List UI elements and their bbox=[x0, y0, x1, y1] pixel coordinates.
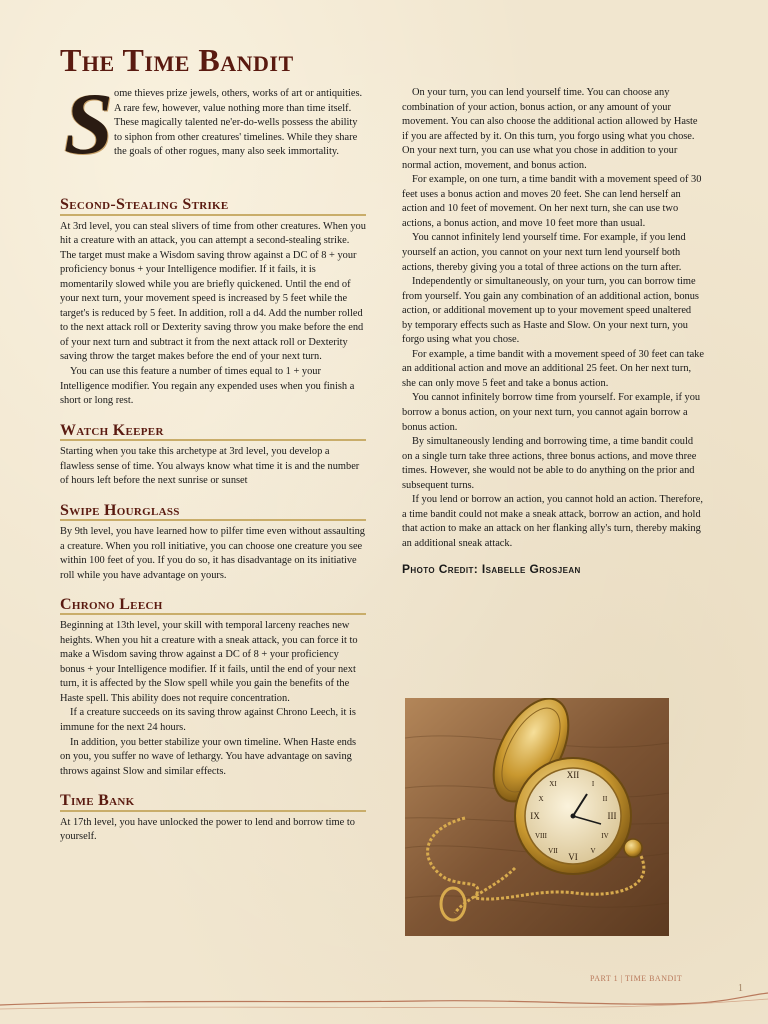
svg-text:V: V bbox=[590, 847, 596, 855]
paragraph: Beginning at 13th level, your skill with temporal larceny reaches new heights. When you hit a creature with a sneak attack, you can force it to make a Wisdom saving throw against a DC of 8 + your proficiency bonus + your Intelligence modifier. If it fails, until the end of your next turn, it is affected by the Slow spell while you gain the benefits of the Haste spell. This ability does not require concentration. bbox=[60, 620, 358, 704]
paragraph: Independently or simultaneously, on your turn, you can borrow time from yourself. You gain any combination of an additional action, bonus action, or additional movement up to your movement speed unaltered by temporary effects such as Haste and Slow. On your next turn, you forgo using what you chose. bbox=[402, 276, 699, 346]
svg-text:VI: VI bbox=[568, 852, 578, 862]
paragraph: You can use this feature a number of times equal to 1 + your Intelligence modifier. You regain any expended uses when you finish a short or long rest. bbox=[60, 366, 355, 407]
right-column bbox=[402, 86, 704, 576]
paragraph: By simultaneously lending and borrowing time, a time bandit could on a single turn take three actions, three bonus actions, and move three times. However, she would not be able to do anything on the prior and subsequent turns. bbox=[402, 436, 697, 491]
svg-text:III: III bbox=[607, 811, 617, 821]
page-title: The Time Bandit bbox=[60, 42, 294, 78]
paragraph: By 9th level, you have learned how to pilfer time even without assaulting a creature. When you roll initiative, you can choose one creature you see within 100 feet of you. If you do so, it has disadvantage on its initiative roll while you have advantage on yours. bbox=[60, 526, 366, 582]
paragraph: For example, a time bandit with a movement speed of 30 feet can take an additional action and move an additional 25 feet. On her next turn, she can only move 5 feet and take a bonus action. bbox=[402, 348, 704, 389]
svg-text:IX: IX bbox=[530, 811, 540, 821]
svg-text:VII: VII bbox=[548, 847, 558, 855]
paragraph: For example, on one turn, a time bandit with a movement speed of 30 feet uses a bonus action and moves 20 feet. She can lend herself an action and 10 feet of movement. On her next turn, she can use two actions, a bonus action, and move 10 feet more than usual. bbox=[402, 174, 702, 229]
paragraph: At 3rd level, you can steal slivers of time from other creatures. When you hit a creature with an attack, you can attempt a second-stealing strike. The target must make a Wisdom saving throw against a DC of 8 + your proficiency bonus + your Intelligence modifier. If it fails, it is momentarily slowed while you are briefly quickened. Until the end of your next turn, your movement speed is increased by 5 feet while the target's is reduced by 5 feet. In addition, roll a d4. Add the number rolled to the next attack roll or Dexterity saving throw you make before the end of your next turn and subtract it from the next attack roll or Dexterity saving throw the target makes before the end of your next turn. bbox=[60, 220, 366, 363]
svg-text:I: I bbox=[591, 780, 595, 788]
pocket-watch-illustration bbox=[405, 698, 669, 936]
heading-chrono-leech: Chrono Leech bbox=[60, 598, 366, 616]
heading-time-bank: Time Bank bbox=[60, 794, 366, 812]
paragraph: Starting when you take this archetype at 3rd level, you develop a flawless sense of time. You always know what time it is and the number of hours left before the next sunrise or sunset bbox=[60, 446, 360, 487]
footer-running-title: PART 1 | TIME BANDIT bbox=[590, 974, 683, 983]
svg-text:XI: XI bbox=[549, 780, 557, 788]
heading-second-stealing-strike: Second-Stealing Strike bbox=[60, 198, 366, 216]
left-column bbox=[60, 76, 366, 845]
footer-ornament bbox=[0, 985, 768, 1024]
svg-text:XII: XII bbox=[566, 770, 580, 780]
paragraph: On your turn, you can lend yourself time. You can choose any combination of your action, bonus action, or any amount of your movement. You can also choose the additional action allowed by Haste if you are affected by it. On this turn, you forgo using what you chose. On your next turn, you can use what you chose in addition to your normal action, movement, and bonus action. bbox=[402, 87, 698, 171]
paragraph: In addition, you better stabilize your own timeline. When Haste ends on you, you suffer no wave of lethargy. You have advantage on saving throws against Slow and similar effects. bbox=[60, 736, 357, 777]
svg-text:II: II bbox=[602, 795, 608, 803]
dropcap-letter: S bbox=[64, 76, 113, 173]
page-number: 1 bbox=[738, 983, 743, 994]
heading-swipe-hourglass: Swipe Hourglass bbox=[60, 504, 366, 522]
paragraph: If you lend or borrow an action, you cannot hold an action. Therefore, a time bandit could not make a sneak attack, borrow an action, and hold that action to make an attack on her flanking ally's turn, thereby making an additional sneak attack. bbox=[402, 494, 703, 549]
intro-paragraph: ome thieves prize jewels, others, works of art or antiquities. A rare few, however, value nothing more than time itself. These magically talented ne'er-do-wells possess the ability to siphon from other creatures' timelines. While they share the goals of other rogues, many also seek immortality. bbox=[114, 88, 363, 158]
photo-credit: Photo Credit: Isabelle Grosjean bbox=[402, 561, 581, 576]
svg-text:IV: IV bbox=[601, 832, 609, 840]
paragraph: You cannot infinitely lend yourself time. For example, if you lend yourself an action, you cannot on your next turn lend yourself both actions, thereby giving you a total of three actions on the turn after. bbox=[402, 232, 686, 273]
intro-block bbox=[60, 76, 366, 186]
paragraph: You cannot infinitely borrow time from yourself. For example, if you borrow a bonus action, on your next turn, you cannot again borrow a bonus action. bbox=[402, 392, 701, 433]
paragraph: If a creature succeeds on its saving throw against Chrono Leech, it is immune for the next 24 hours. bbox=[60, 707, 356, 733]
heading-watch-keeper: Watch Keeper bbox=[60, 424, 366, 442]
paragraph: At 17th level, you have unlocked the power to lend and borrow time to yourself. bbox=[60, 816, 355, 843]
svg-text:VIII: VIII bbox=[534, 832, 548, 840]
svg-text:X: X bbox=[538, 795, 544, 803]
pocket-watch-photo bbox=[405, 698, 669, 936]
